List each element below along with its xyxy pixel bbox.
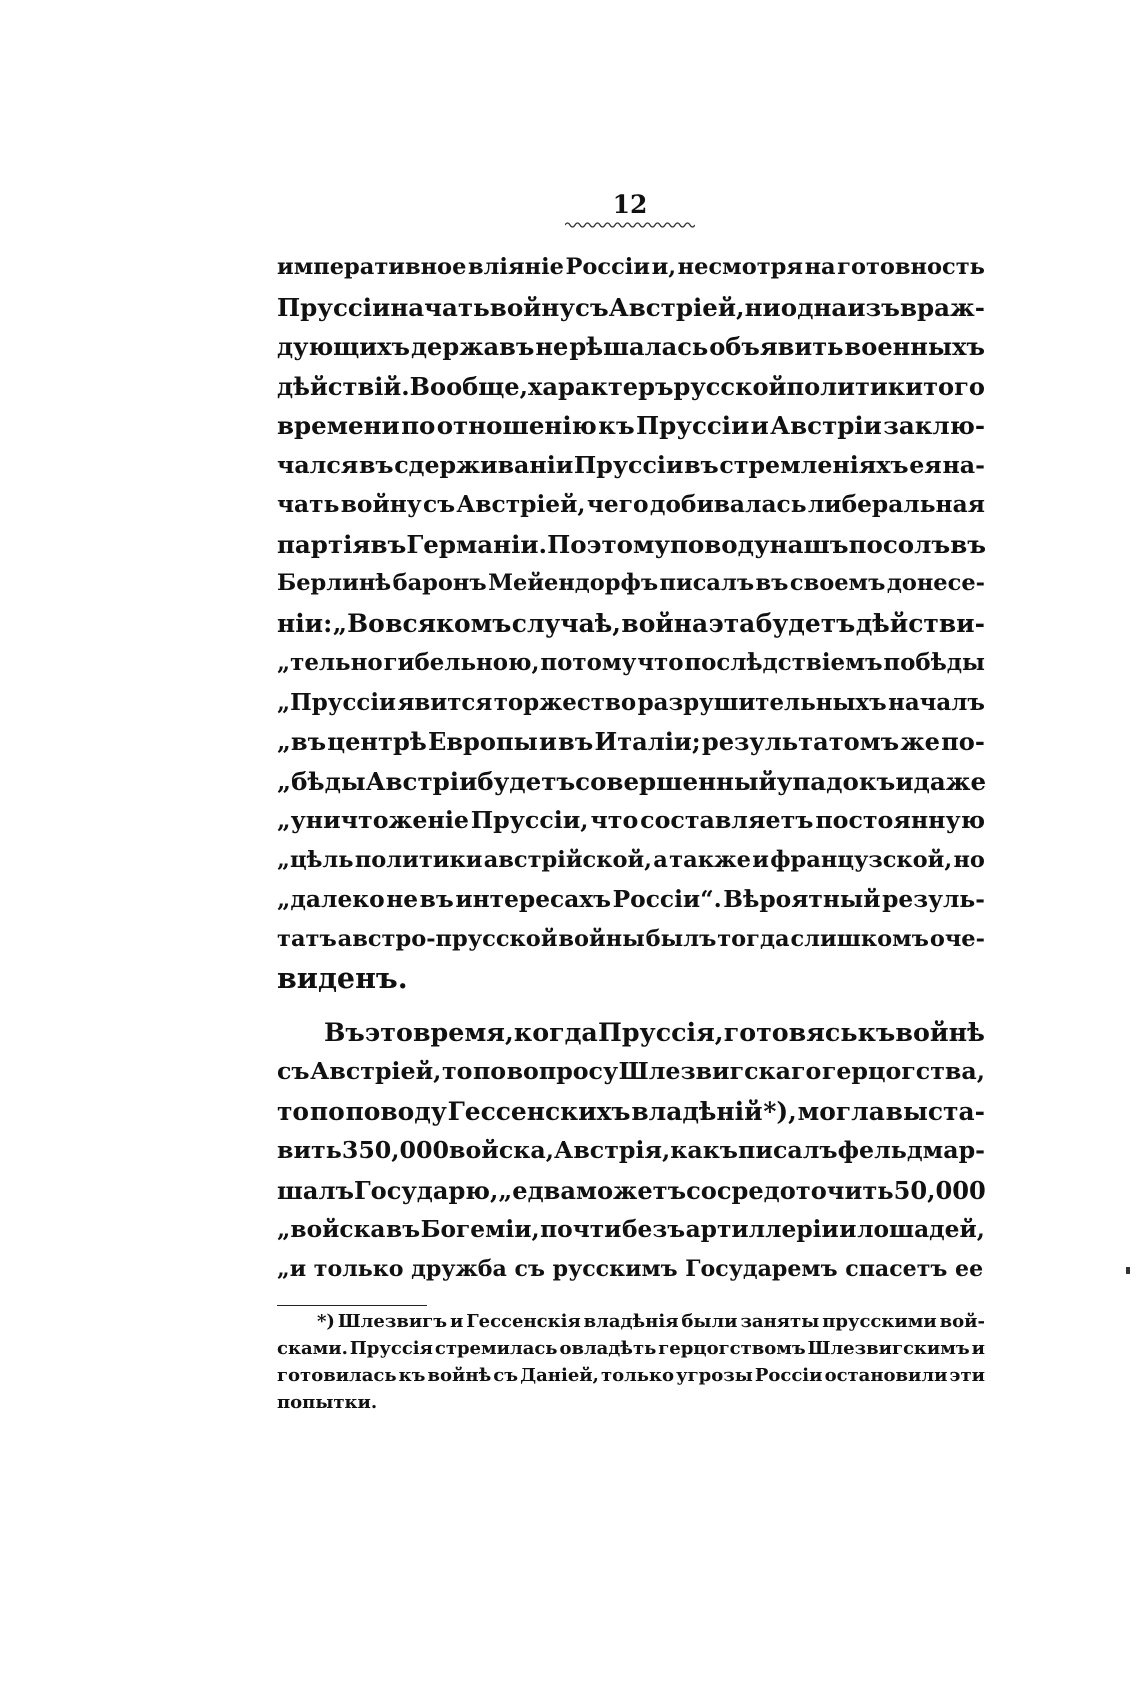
word: Даніей, <box>520 1365 599 1386</box>
word: войну <box>340 491 422 518</box>
word: войнѣ <box>427 1365 492 1386</box>
word: разрушительныхъ <box>637 688 887 716</box>
word: татъ <box>277 925 337 952</box>
word: рѣшалась <box>569 332 709 361</box>
word: того <box>923 371 985 401</box>
word: „Во <box>332 608 385 638</box>
paragraph-gap <box>277 999 985 1013</box>
word: послѣдствіемъ <box>684 649 883 676</box>
word: Берлинѣ <box>277 570 392 596</box>
word: французской, <box>770 846 953 873</box>
word: „Пруссіи <box>277 688 396 716</box>
word: Въ <box>324 1016 365 1047</box>
word: совершенный <box>575 766 777 796</box>
word: явится <box>397 688 493 716</box>
word: ея <box>909 450 942 479</box>
text-line <box>277 1335 985 1362</box>
word: „далеко <box>277 886 385 913</box>
text-line <box>277 1092 985 1132</box>
word: съ <box>423 491 456 518</box>
word: Мейендорфъ <box>488 570 659 596</box>
word: съ <box>575 292 609 322</box>
text-line <box>277 1362 985 1389</box>
word: *), <box>763 1096 797 1126</box>
word: „едва <box>498 1175 577 1205</box>
word: австрійской, <box>483 846 653 873</box>
word: въ <box>558 727 594 756</box>
word: съ <box>493 1365 519 1386</box>
text-line <box>277 288 985 328</box>
text-line <box>277 683 985 723</box>
word: былъ <box>645 925 717 952</box>
word: эта <box>708 608 756 638</box>
word: войска, <box>449 1136 554 1164</box>
word: Шлезвигскаго <box>618 1057 822 1085</box>
word: въ <box>684 450 719 479</box>
word: „въ <box>277 727 327 756</box>
word: и <box>750 411 769 440</box>
text-line <box>277 1013 985 1053</box>
word: центрѣ <box>327 727 427 756</box>
word: изъ <box>847 292 900 322</box>
word: Пруссіи, <box>470 806 589 834</box>
text-line <box>277 920 985 960</box>
word: чать <box>277 491 340 518</box>
word: къ <box>598 411 635 440</box>
word: дѣйствій. <box>277 371 410 401</box>
word: не <box>535 332 569 361</box>
word: въ <box>370 529 407 559</box>
word: сосредоточить <box>686 1175 894 1205</box>
word: донесе- <box>886 570 985 596</box>
word: Австріи <box>770 411 882 440</box>
word: готовясь <box>723 1016 858 1047</box>
word: но <box>953 846 985 873</box>
word: австро-прусской <box>337 925 558 952</box>
word: дѣйстви- <box>855 608 985 638</box>
word: на- <box>942 450 985 479</box>
text-line <box>277 604 985 644</box>
word: Государю, <box>353 1175 499 1205</box>
word: Вѣроятный <box>723 886 881 913</box>
word: война <box>621 608 709 638</box>
word: вить <box>277 1136 342 1164</box>
word: Пруссія, <box>597 1016 724 1047</box>
word: своемъ <box>789 570 886 596</box>
word: Богеміи, <box>420 1216 540 1243</box>
word: объявить <box>709 332 844 361</box>
text-line <box>277 1308 985 1335</box>
word: писалъ <box>738 1136 838 1164</box>
word: партія <box>277 529 371 559</box>
word: Россіи“. <box>612 886 722 913</box>
word: побѣды <box>883 649 985 676</box>
word: „бѣды <box>277 766 366 796</box>
word: державъ <box>410 332 535 361</box>
word: баронъ <box>392 570 487 596</box>
word: ніи: <box>277 608 333 638</box>
word: герцогства, <box>821 1057 985 1085</box>
word: Россіи <box>565 254 651 280</box>
text-line <box>277 1131 985 1171</box>
word: слишкомъ <box>790 925 929 952</box>
word: сдерживаніи <box>394 450 574 479</box>
text-line <box>277 1210 985 1250</box>
text-line <box>277 722 985 762</box>
word: либеральная <box>807 491 985 518</box>
text-line <box>277 841 985 881</box>
word: на <box>804 254 836 280</box>
word: случаѣ, <box>511 608 621 638</box>
footnote <box>277 1308 985 1416</box>
text-line <box>277 367 985 407</box>
word: и <box>895 766 914 796</box>
word: даже <box>913 766 987 796</box>
word: въ <box>755 570 789 596</box>
word: же <box>900 727 940 756</box>
text-line <box>277 525 985 565</box>
word: дующихъ <box>277 332 410 361</box>
word: *) <box>317 1311 335 1332</box>
word: военныхъ <box>844 332 985 361</box>
word: сками. <box>277 1338 348 1359</box>
word: несмотря <box>677 254 804 280</box>
text-line <box>277 1052 985 1092</box>
word: заклю- <box>883 411 985 440</box>
word: Россіи <box>754 1365 823 1386</box>
word: Вообще, <box>409 371 529 401</box>
word: можетъ <box>576 1175 687 1205</box>
word: съ <box>277 1057 310 1085</box>
page-number: 12 <box>612 190 648 219</box>
word: остановили <box>824 1365 948 1386</box>
word: Германіи. <box>406 529 548 559</box>
word: Европы <box>427 727 538 756</box>
word: Гессенскихъ <box>447 1096 631 1126</box>
text-line <box>277 801 985 841</box>
word: торжество <box>493 688 637 716</box>
word: политики <box>786 371 924 401</box>
word: времени <box>277 411 400 440</box>
word: посолъ <box>848 529 951 559</box>
text-line <box>277 762 985 802</box>
word: Шлезвигъ <box>337 1311 448 1332</box>
word: начать <box>390 292 490 322</box>
word: лошадей, <box>857 1216 985 1243</box>
word: русской <box>673 371 787 401</box>
word: по <box>401 411 436 440</box>
word: въ <box>386 1216 421 1243</box>
word: шалъ <box>277 1175 354 1205</box>
text-line: виденъ. <box>277 961 408 995</box>
text-line <box>277 564 985 604</box>
word: враж- <box>899 292 985 322</box>
word: въ <box>950 529 987 559</box>
word: и <box>839 1216 857 1243</box>
word: то <box>277 1096 310 1126</box>
word: чался <box>277 450 359 479</box>
word: когда <box>513 1016 598 1047</box>
word: характеръ <box>528 371 674 401</box>
word: результатомъ <box>701 727 900 756</box>
word: вопросу <box>506 1057 619 1085</box>
text-line <box>277 248 985 288</box>
word: Австріи <box>365 766 478 796</box>
word: и <box>538 727 557 756</box>
text-line <box>277 643 985 683</box>
word: въ <box>358 450 394 479</box>
word: въ <box>419 886 454 913</box>
text-line <box>277 327 985 367</box>
word: постоянную <box>815 806 985 834</box>
word: нашъ <box>769 529 849 559</box>
word: Австріей, <box>310 1057 442 1085</box>
word: 50,000 <box>893 1175 986 1205</box>
word: выста- <box>885 1096 985 1126</box>
word: готовилась <box>277 1365 397 1386</box>
word: артиллеріи <box>685 1216 839 1243</box>
word: писалъ <box>659 570 755 596</box>
word: „тельно <box>277 649 383 676</box>
text-line <box>277 485 985 525</box>
word: заняты <box>740 1311 820 1332</box>
footnote-rule <box>277 1305 427 1306</box>
word: то <box>441 1057 473 1085</box>
word: Австріей, <box>456 491 586 518</box>
word: гибельною, <box>383 649 540 676</box>
word: готовность <box>837 254 985 280</box>
word: по- <box>941 727 985 756</box>
word: были <box>681 1311 738 1332</box>
word: „войска <box>277 1216 386 1243</box>
word: Пруссіи <box>573 450 684 479</box>
word: Пруссіи <box>636 411 750 440</box>
word: стремленіяхъ <box>719 450 909 479</box>
word: По <box>547 529 587 559</box>
word: только <box>600 1365 675 1386</box>
word: отношенію <box>436 411 597 440</box>
word: Гессенскія <box>466 1311 581 1332</box>
word: и <box>752 846 769 873</box>
word: упадокъ <box>776 766 896 796</box>
word: владѣній <box>631 1096 763 1126</box>
word: политики <box>354 846 483 873</box>
text-line: попытки. <box>277 1392 378 1413</box>
word: къ <box>857 1016 896 1047</box>
word: войну <box>489 292 575 322</box>
word: чего <box>586 491 649 518</box>
word: „цѣль <box>277 846 354 873</box>
word: не <box>386 886 419 913</box>
word: это <box>364 1016 413 1047</box>
word: прусскими <box>822 1311 937 1332</box>
word: что <box>637 649 684 676</box>
word: тогда <box>717 925 790 952</box>
word: и, <box>651 254 677 280</box>
word: „уничтоженіе <box>277 806 469 834</box>
word: герцогствомъ <box>658 1338 806 1359</box>
word: войны <box>558 925 645 952</box>
word: будетъ <box>755 608 856 638</box>
word: и <box>449 1311 464 1332</box>
word: началъ <box>888 688 985 716</box>
word: а <box>653 846 668 873</box>
word: какъ <box>670 1136 738 1164</box>
page-number-ornament <box>565 220 695 230</box>
word: резуль- <box>882 886 985 913</box>
word: поводу <box>669 529 770 559</box>
word: вой- <box>939 1311 985 1332</box>
word: угрозы <box>676 1365 753 1386</box>
word: безъ <box>621 1216 686 1243</box>
word: также <box>669 846 751 873</box>
word: Италіи; <box>594 727 701 756</box>
text-line <box>277 446 985 486</box>
word: могла <box>797 1096 885 1126</box>
word: поводу <box>345 1096 447 1126</box>
edge-speck <box>1126 1267 1130 1274</box>
word: ни <box>744 292 781 322</box>
word: фельдмар- <box>837 1136 985 1164</box>
word: 350,000 <box>341 1136 449 1164</box>
word: Шлезвигскимъ <box>807 1338 970 1359</box>
word: войнѣ <box>895 1016 985 1047</box>
word: Пруссіи <box>277 292 391 322</box>
word: Пруссія <box>349 1338 433 1359</box>
word: эти <box>949 1365 985 1386</box>
text-line <box>277 406 985 446</box>
word: что <box>590 806 639 834</box>
word: императивное <box>277 254 467 280</box>
word: интересахъ <box>455 886 612 913</box>
text-line <box>277 1171 985 1211</box>
word: Австрія, <box>554 1136 671 1164</box>
word: будетъ <box>477 766 576 796</box>
word: владѣнія <box>583 1311 679 1332</box>
text-line: „и только дружба съ русскимъ Государемъ спасетъ ее <box>277 1255 984 1282</box>
word: составляетъ <box>640 806 814 834</box>
word: Австріей, <box>608 292 745 322</box>
word: оче- <box>929 925 985 952</box>
word: потому <box>540 649 637 676</box>
word: по <box>309 1096 345 1126</box>
word: почти <box>540 1216 622 1243</box>
word: время, <box>412 1016 514 1047</box>
word: одна <box>780 292 848 322</box>
word: вліяніе <box>467 254 564 280</box>
word: и <box>971 1338 985 1359</box>
word: этому <box>586 529 670 559</box>
word: къ <box>398 1365 426 1386</box>
word: по <box>472 1057 507 1085</box>
word: всякомъ <box>385 608 512 638</box>
word: овладѣть <box>559 1338 657 1359</box>
main-text <box>277 248 985 1289</box>
word: стремилась <box>434 1338 558 1359</box>
word: добивалась <box>649 491 807 518</box>
text-line <box>277 880 985 920</box>
